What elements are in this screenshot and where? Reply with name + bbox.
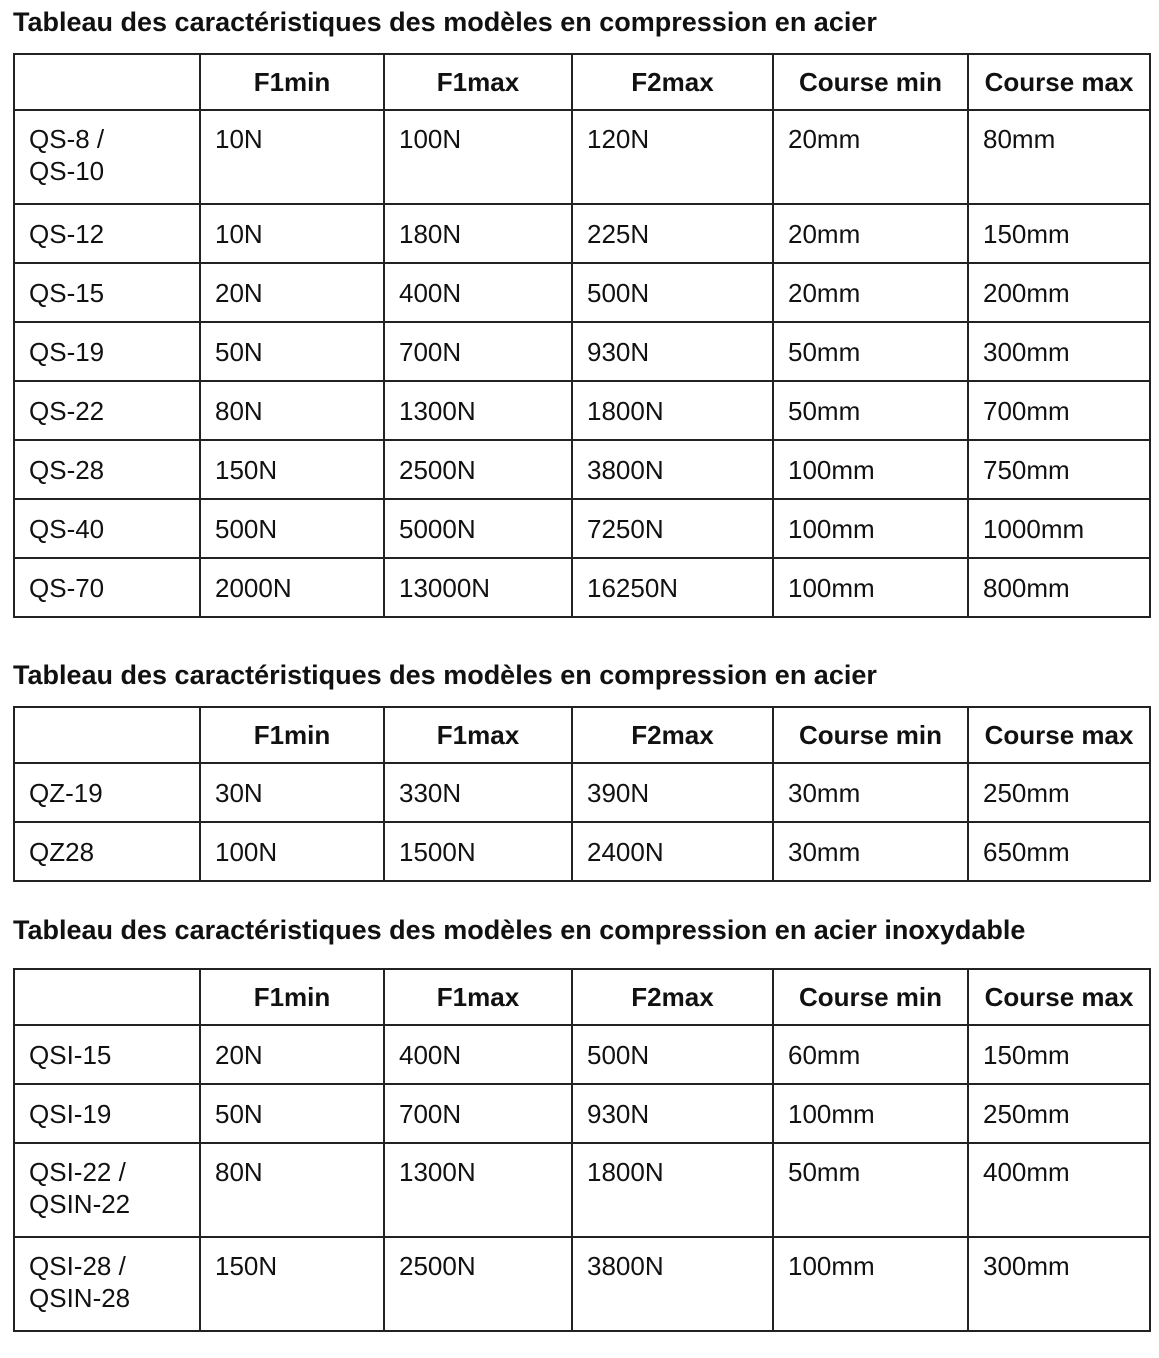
table-row [14, 110, 1150, 204]
course-max-cell: 80mm [968, 110, 1150, 204]
table-row [14, 499, 1150, 558]
course-min-cell: 50mm [773, 381, 968, 440]
f1min-cell: 50N [200, 322, 384, 381]
f1min-cell: 10N [200, 204, 384, 263]
spec-table-steel-traction [13, 706, 1151, 882]
header-row [14, 707, 1150, 763]
course-max-cell: 300mm [968, 322, 1150, 381]
table-row [14, 440, 1150, 499]
column-header-course-max: Course max [968, 707, 1150, 763]
course-min-cell: 100mm [773, 1237, 968, 1331]
course-max-cell: 800mm [968, 558, 1150, 617]
f2max-cell: 500N [572, 263, 773, 322]
column-header-f1min: F1min [200, 969, 384, 1025]
f1min-cell: 80N [200, 381, 384, 440]
table-row [14, 1143, 1150, 1237]
model-name-cell: QSI-19 [14, 1084, 200, 1143]
column-header-f1max: F1max [384, 54, 572, 110]
spec-table-stainless-compression [13, 968, 1151, 1332]
course-min-cell: 20mm [773, 204, 968, 263]
f1max-cell: 2500N [384, 1237, 572, 1331]
table-row [14, 822, 1150, 881]
course-max-cell: 700mm [968, 381, 1150, 440]
f1min-cell: 2000N [200, 558, 384, 617]
f1max-cell: 400N [384, 1025, 572, 1084]
f1max-cell: 330N [384, 763, 572, 822]
course-max-cell: 750mm [968, 440, 1150, 499]
course-min-cell: 100mm [773, 558, 968, 617]
f1max-cell: 700N [384, 322, 572, 381]
table-row [14, 381, 1150, 440]
f1min-cell: 20N [200, 1025, 384, 1084]
model-name-cell: QZ28 [14, 822, 200, 881]
table-row [14, 322, 1150, 381]
table-row [14, 263, 1150, 322]
course-max-cell: 300mm [968, 1237, 1150, 1331]
column-header-f1max: F1max [384, 707, 572, 763]
column-header-model [14, 969, 200, 1025]
header-row [14, 969, 1150, 1025]
f2max-cell: 3800N [572, 440, 773, 499]
f1min-cell: 150N [200, 1237, 384, 1331]
model-name-cell: QSI-15 [14, 1025, 200, 1084]
table-row [14, 1025, 1150, 1084]
f2max-cell: 500N [572, 1025, 773, 1084]
course-min-cell: 100mm [773, 1084, 968, 1143]
spec-table-steel-compression [13, 53, 1151, 618]
model-name-cell: QS-22 [14, 381, 200, 440]
column-header-course-max: Course max [968, 54, 1150, 110]
f2max-cell: 3800N [572, 1237, 773, 1331]
course-max-cell: 250mm [968, 763, 1150, 822]
course-max-cell: 400mm [968, 1143, 1150, 1237]
column-header-course-min: Course min [773, 707, 968, 763]
table-row [14, 558, 1150, 617]
course-min-cell: 50mm [773, 322, 968, 381]
course-min-cell: 30mm [773, 763, 968, 822]
model-name-cell: QSI-28 / QSIN-28 [14, 1237, 200, 1331]
f2max-cell: 225N [572, 204, 773, 263]
header-row [14, 54, 1150, 110]
course-min-cell: 60mm [773, 1025, 968, 1084]
table-row [14, 1237, 1150, 1331]
f1max-cell: 1300N [384, 381, 572, 440]
table-row [14, 204, 1150, 263]
f1max-cell: 13000N [384, 558, 572, 617]
table-2-title: Tableau des caractéristiques des modèles en compression en acier [13, 660, 877, 690]
f1min-cell: 20N [200, 263, 384, 322]
model-name-cell: QS-8 / QS-10 [14, 110, 200, 204]
column-header-model [14, 54, 200, 110]
f2max-cell: 120N [572, 110, 773, 204]
course-min-cell: 50mm [773, 1143, 968, 1237]
model-name-cell: QS-15 [14, 263, 200, 322]
f1min-cell: 500N [200, 499, 384, 558]
f1max-cell: 180N [384, 204, 572, 263]
f2max-cell: 1800N [572, 1143, 773, 1237]
model-name-cell: QZ-19 [14, 763, 200, 822]
column-header-course-min: Course min [773, 969, 968, 1025]
course-min-cell: 30mm [773, 822, 968, 881]
f1min-cell: 50N [200, 1084, 384, 1143]
f1min-cell: 10N [200, 110, 384, 204]
f2max-cell: 930N [572, 1084, 773, 1143]
column-header-course-max: Course max [968, 969, 1150, 1025]
course-max-cell: 150mm [968, 204, 1150, 263]
course-min-cell: 100mm [773, 499, 968, 558]
model-name-cell: QS-40 [14, 499, 200, 558]
column-header-f2max: F2max [572, 969, 773, 1025]
column-header-f1max: F1max [384, 969, 572, 1025]
f1max-cell: 700N [384, 1084, 572, 1143]
model-name-cell: QS-70 [14, 558, 200, 617]
course-max-cell: 250mm [968, 1084, 1150, 1143]
f1max-cell: 5000N [384, 499, 572, 558]
f2max-cell: 2400N [572, 822, 773, 881]
table-1-title: Tableau des caractéristiques des modèles en compression en acier [13, 7, 877, 37]
column-header-course-min: Course min [773, 54, 968, 110]
course-min-cell: 100mm [773, 440, 968, 499]
model-name-cell: QS-12 [14, 204, 200, 263]
f2max-cell: 930N [572, 322, 773, 381]
table-3-title: Tableau des caractéristiques des modèles en compression en acier inoxydable [13, 915, 1026, 945]
f1max-cell: 1500N [384, 822, 572, 881]
column-header-f2max: F2max [572, 54, 773, 110]
course-min-cell: 20mm [773, 110, 968, 204]
course-max-cell: 650mm [968, 822, 1150, 881]
course-max-cell: 150mm [968, 1025, 1150, 1084]
course-max-cell: 200mm [968, 263, 1150, 322]
f2max-cell: 390N [572, 763, 773, 822]
f2max-cell: 7250N [572, 499, 773, 558]
f1max-cell: 400N [384, 263, 572, 322]
f2max-cell: 1800N [572, 381, 773, 440]
model-name-cell: QSI-22 / QSIN-22 [14, 1143, 200, 1237]
f1min-cell: 150N [200, 440, 384, 499]
f2max-cell: 16250N [572, 558, 773, 617]
course-min-cell: 20mm [773, 263, 968, 322]
table-row [14, 1084, 1150, 1143]
f1max-cell: 2500N [384, 440, 572, 499]
table-row [14, 763, 1150, 822]
f1min-cell: 80N [200, 1143, 384, 1237]
model-name-cell: QS-28 [14, 440, 200, 499]
column-header-model [14, 707, 200, 763]
column-header-f1min: F1min [200, 707, 384, 763]
f1min-cell: 100N [200, 822, 384, 881]
f1max-cell: 100N [384, 110, 572, 204]
f1min-cell: 30N [200, 763, 384, 822]
column-header-f2max: F2max [572, 707, 773, 763]
course-max-cell: 1000mm [968, 499, 1150, 558]
column-header-f1min: F1min [200, 54, 384, 110]
model-name-cell: QS-19 [14, 322, 200, 381]
f1max-cell: 1300N [384, 1143, 572, 1237]
